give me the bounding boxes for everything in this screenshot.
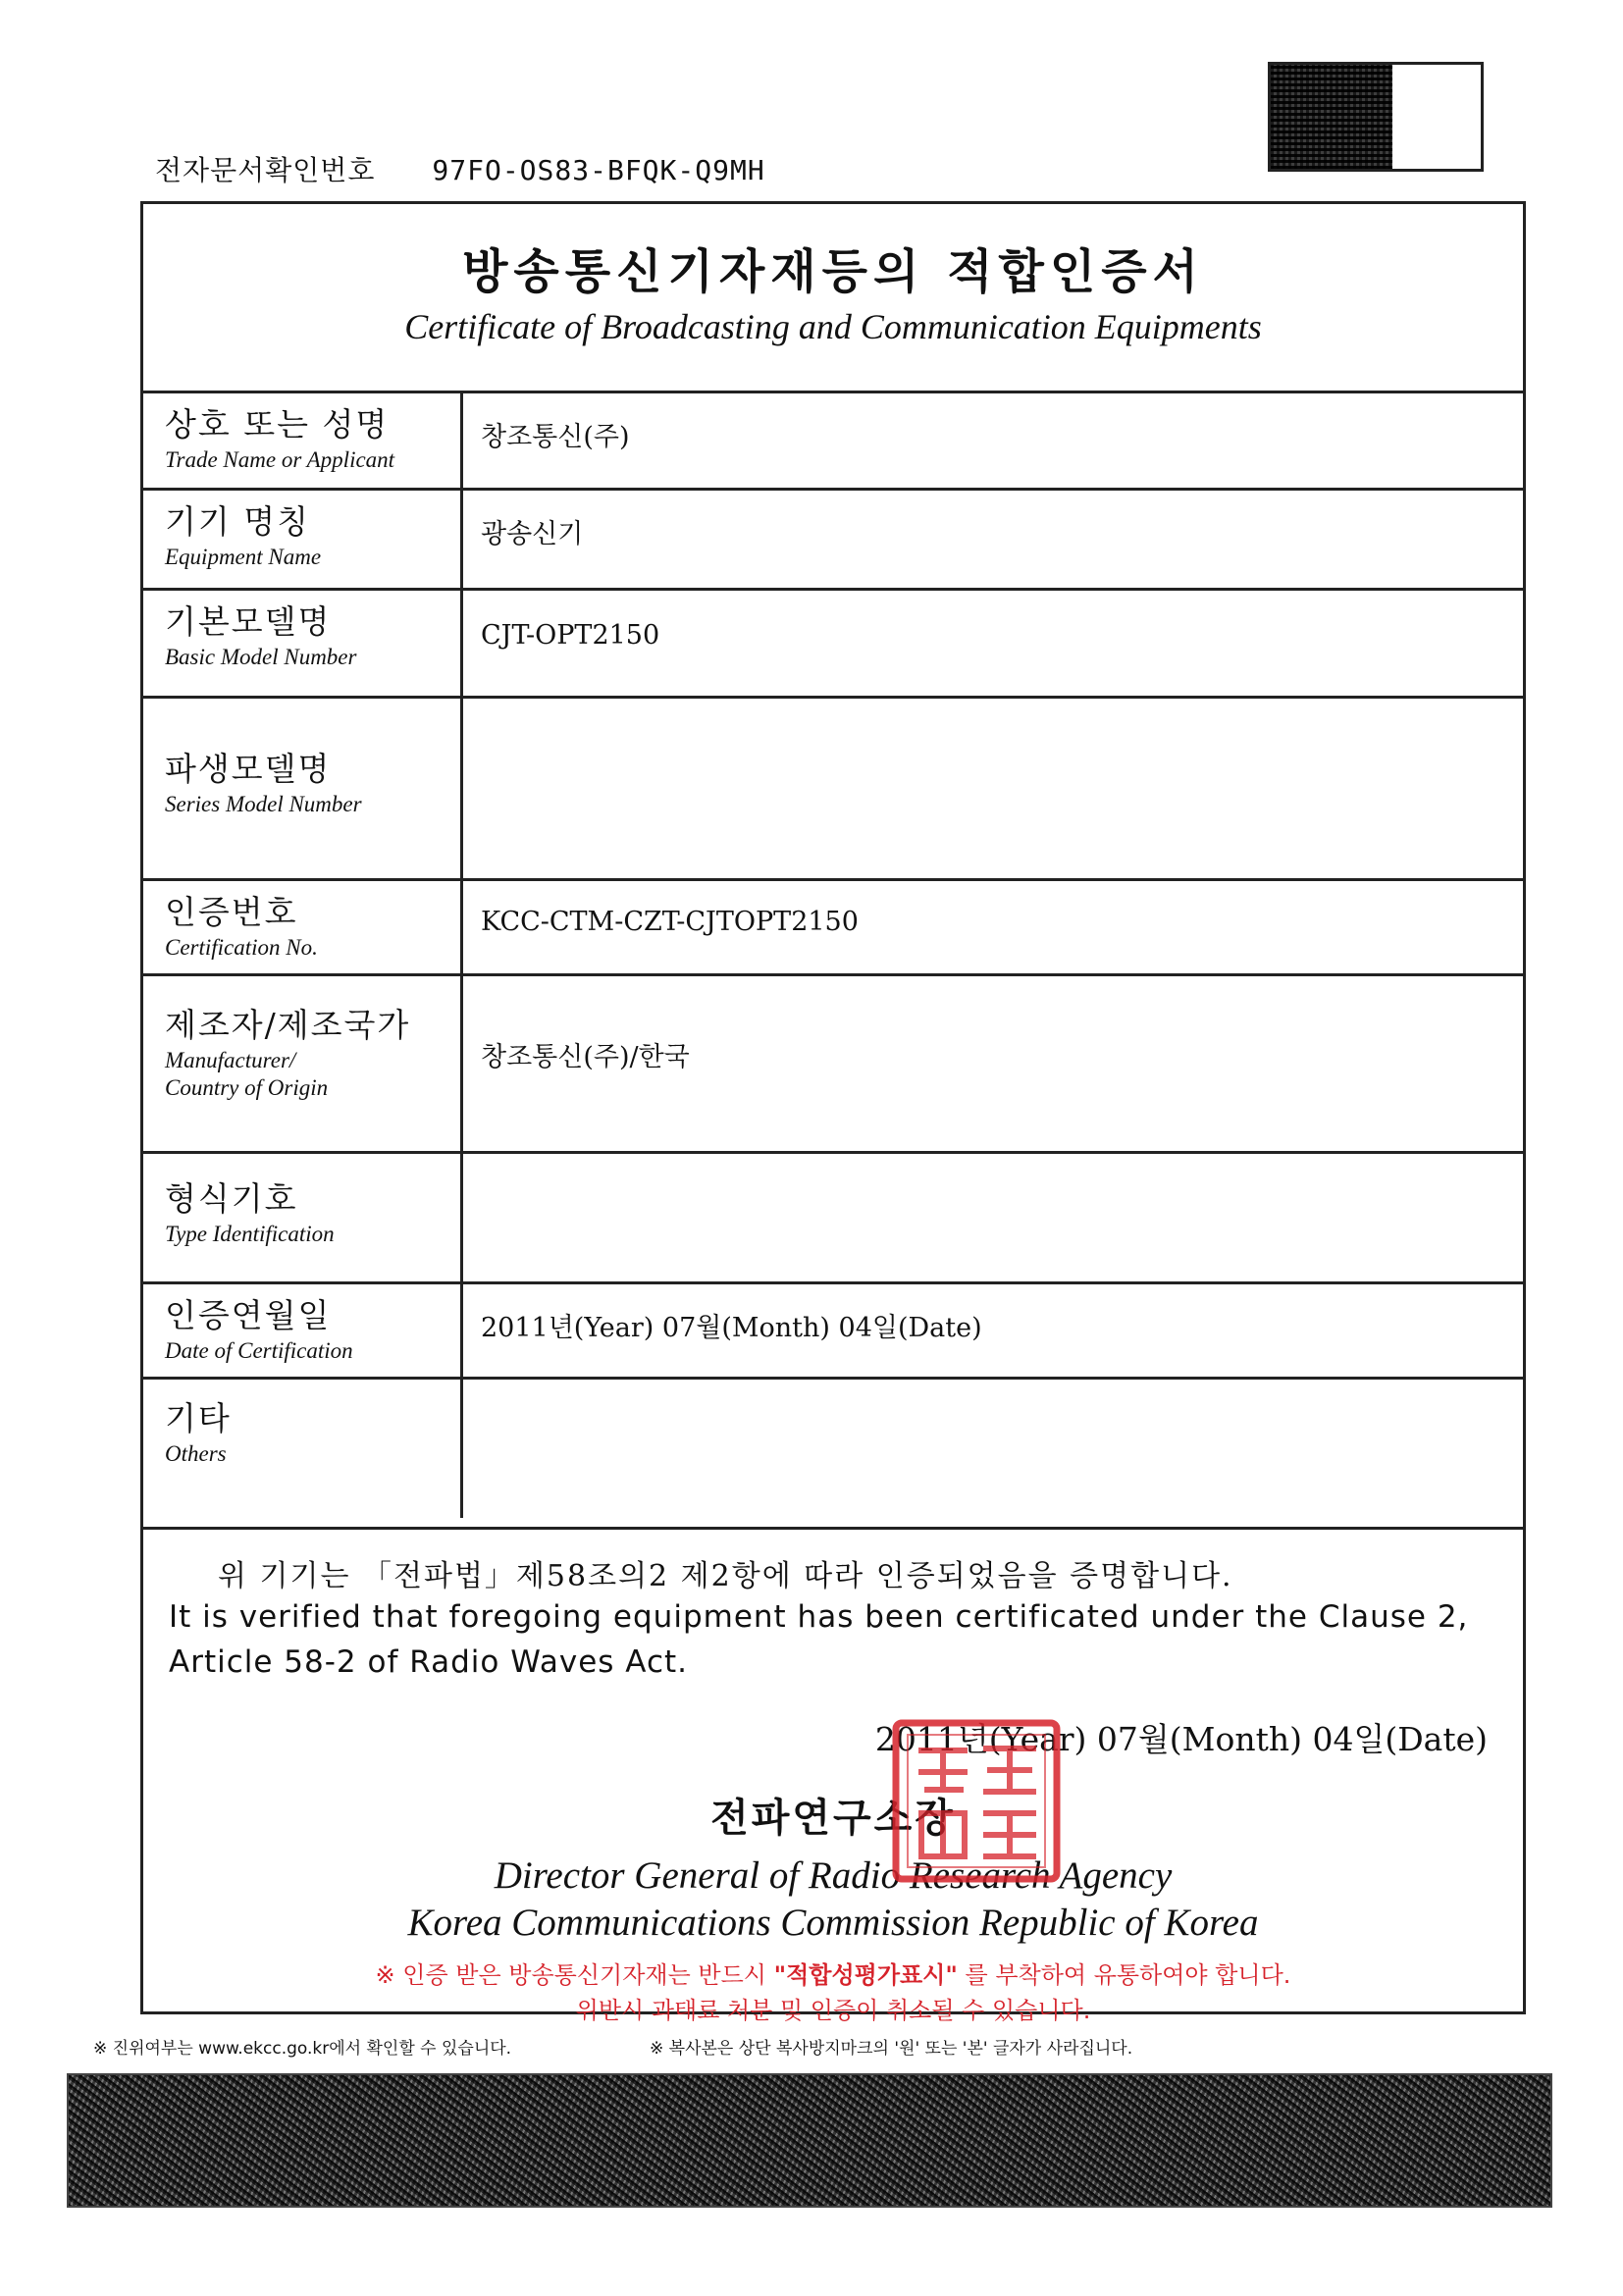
- field-value-others: [463, 1380, 1523, 1518]
- copy-protection-pattern-bottom: [67, 2073, 1552, 2208]
- field-label: [143, 976, 463, 1151]
- field-row-date-of-certification: [143, 1284, 1523, 1380]
- notice-prefix: ※ 인증 받은 방송통신기자재는 반드시: [375, 1961, 766, 1989]
- doc-number-label: 전자문서확인번호: [155, 154, 376, 186]
- field-value-type-identification: [463, 1154, 1523, 1281]
- notice-line1: [143, 1957, 1523, 1993]
- title-english: Certificate of Broadcasting and Communication Equipments: [404, 307, 1262, 346]
- field-row-equipment-name: [143, 491, 1523, 591]
- field-row-certification-no: [143, 881, 1523, 976]
- field-value-equipment-name: 광송신기: [481, 519, 584, 549]
- field-label: [143, 881, 463, 973]
- field-label-ko: 기타: [165, 1399, 232, 1437]
- field-label-ko: 인증번호: [165, 893, 298, 931]
- signature-date: 2011년(Year) 07월(Month) 04일(Date): [874, 1720, 1488, 1758]
- field-row-trade-name: [143, 393, 1523, 491]
- notice-highlight: "적합성평가표시": [773, 1961, 958, 1989]
- field-label-ko: 기기 명칭: [165, 502, 311, 541]
- issuer-english-line1: Director General of Radio Research Agency: [494, 1854, 1173, 1897]
- field-row-basic-model: [143, 591, 1523, 699]
- field-label-en: Type Identification: [165, 1222, 335, 1246]
- field-value-trade-name: 창조통신(주): [481, 422, 630, 452]
- official-seal-stamp: [888, 1715, 1065, 1887]
- certificate-fields: [143, 391, 1523, 1518]
- field-value-basic-model: CJT-OPT2150: [481, 620, 660, 651]
- field-label-ko: 기본모델명: [165, 602, 332, 641]
- field-label-en: Trade Name or Applicant: [165, 447, 395, 472]
- field-label-en: Manufacturer/: [165, 1048, 296, 1072]
- field-value-date-of-certification: 2011년(Year) 07월(Month) 04일(Date): [481, 1313, 982, 1343]
- field-label-ko: 형식기호: [165, 1179, 298, 1218]
- field-row-type-identification: [143, 1154, 1523, 1284]
- field-label-en: Basic Model Number: [165, 645, 357, 669]
- certificate-frame: [140, 201, 1526, 2024]
- field-label: [143, 393, 463, 488]
- copy-protection-pattern: [1271, 65, 1392, 169]
- field-label: [143, 491, 463, 588]
- field-label: [143, 591, 463, 696]
- field-value-series-model: [463, 699, 1523, 878]
- statement-english: It is verified that foregoing equipment has been certificated under the Clause 2, Article 58-2 of Radio Waves Act.: [169, 1599, 1469, 1680]
- footer-copy-note: ※ 복사본은 상단 복사방지마크의 '원' 또는 '본' 글자가 사라집니다.: [650, 2039, 1133, 2059]
- copy-protection-mark-top: [1268, 62, 1484, 172]
- field-label-en: Date of Certification: [165, 1338, 353, 1363]
- doc-number-value: 97FO-OS83-BFQK-Q9MH: [432, 154, 765, 186]
- issuer-korean: 전파연구소장: [710, 1795, 956, 1841]
- notice: [143, 1957, 1523, 2028]
- field-row-manufacturer: [143, 976, 1523, 1154]
- statement-korean: 위 기기는 「전파법」제58조의2 제2항에 따라 인증되었음을 증명합니다.: [218, 1559, 1233, 1593]
- footer-verification-note: ※ 진위여부는 www.ekcc.go.kr에서 확인할 수 있습니다.: [93, 2039, 512, 2059]
- field-value-certification-no: KCC-CTM-CZT-CJTOPT2150: [481, 907, 859, 937]
- field-label: [143, 699, 463, 878]
- document-confirmation-number: [155, 149, 765, 188]
- notice-line2: 위반시 과태료 처분 및 인증이 취소될 수 있습니다.: [575, 1997, 1091, 2024]
- field-label: [143, 1380, 463, 1518]
- field-label-en: Series Model Number: [165, 792, 362, 816]
- field-value-manufacturer: 창조통신(주)/한국: [481, 1042, 690, 1072]
- field-label: [143, 1154, 463, 1281]
- field-label-ko: 상호 또는 성명: [165, 405, 390, 444]
- field-label-en: Certification No.: [165, 935, 318, 960]
- field-label: [143, 1284, 463, 1377]
- certification-statement: [143, 1527, 1523, 2024]
- field-row-series-model: [143, 699, 1523, 881]
- issuer-english-line2: Korea Communications Commission Republic of Korea: [407, 1902, 1259, 1944]
- field-row-others: [143, 1380, 1523, 1518]
- field-label-en: Equipment Name: [165, 545, 322, 569]
- notice-suffix: 를 부착하여 유통하여야 합니다.: [965, 1961, 1291, 1989]
- field-label-ko: 제조자/제조국가: [165, 1006, 411, 1044]
- field-label-en: Others: [165, 1441, 227, 1466]
- title-korean: 방송통신기자재등의 적합인증서: [462, 244, 1204, 299]
- field-label-ko: 인증연월일: [165, 1296, 332, 1334]
- field-label-en-line2: Country of Origin: [165, 1075, 329, 1100]
- field-label-ko: 파생모델명: [165, 750, 332, 788]
